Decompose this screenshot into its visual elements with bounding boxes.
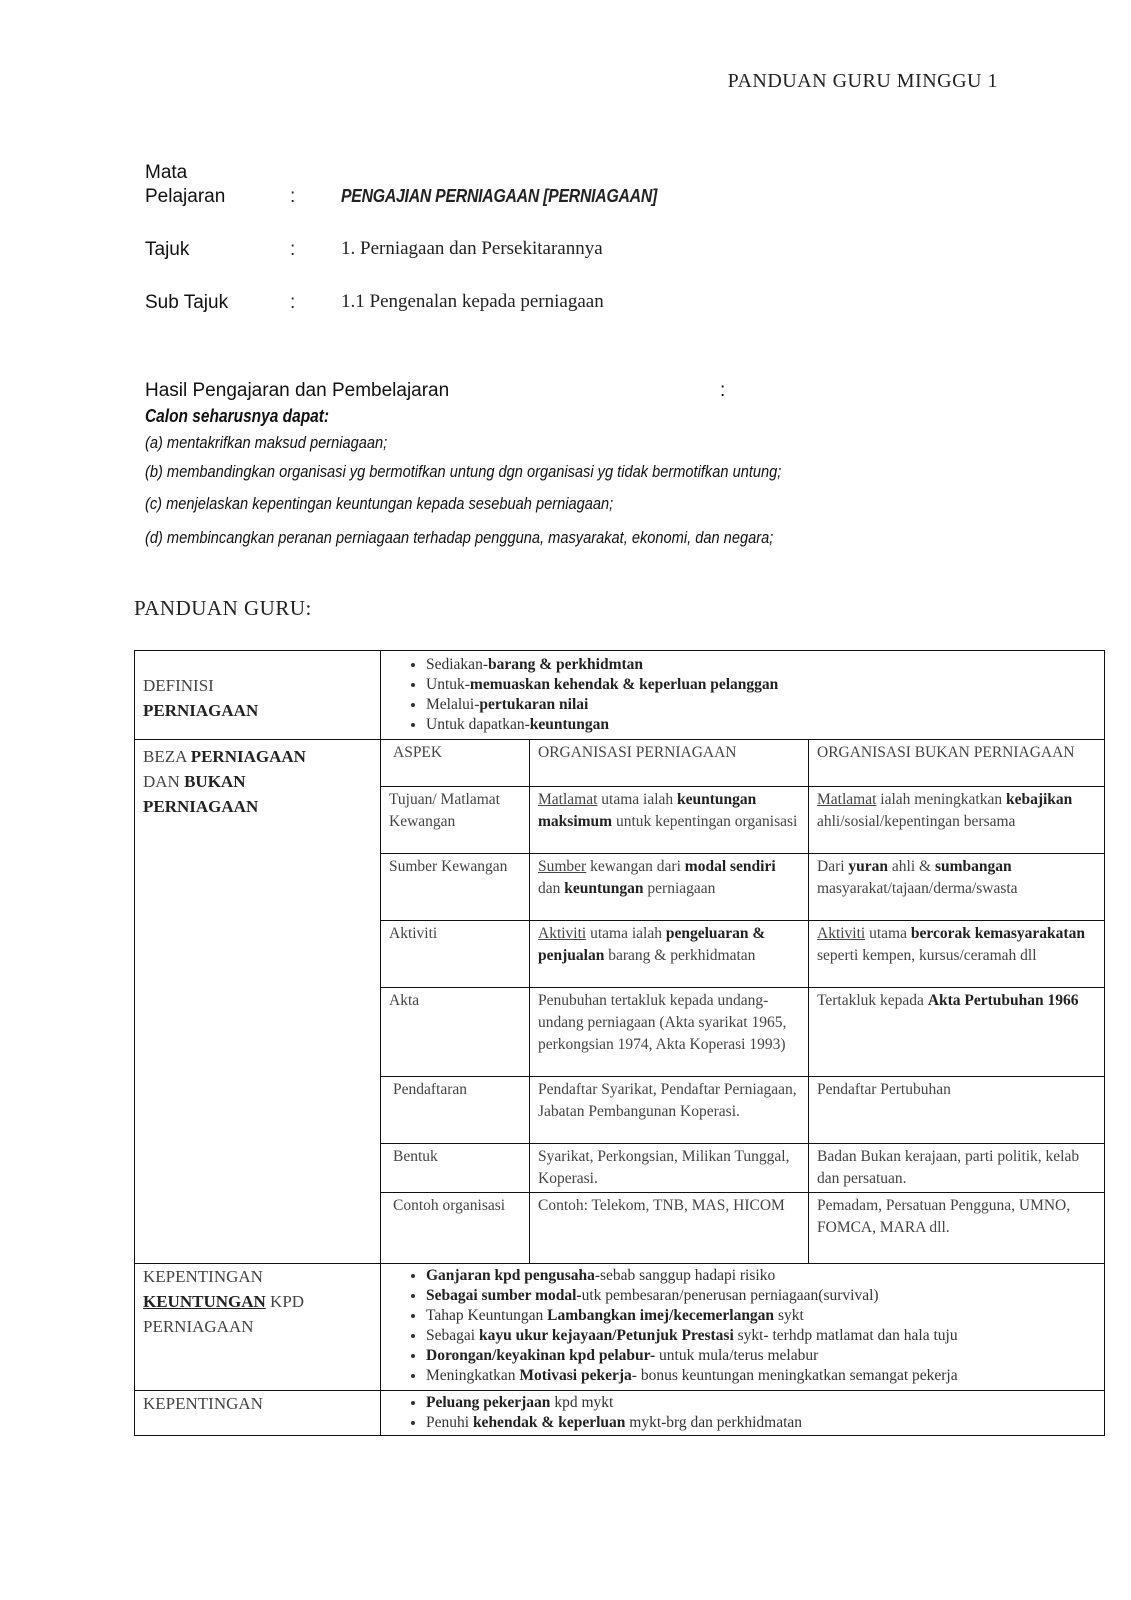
subtopic-label: Sub Tajuk <box>145 292 229 313</box>
aspect-cell: Sumber Kewangan <box>381 853 530 920</box>
compare-row <box>135 740 1105 1264</box>
role-label: KEPENTINGAN <box>135 1391 381 1436</box>
aspect-cell: Aktiviti <box>381 920 530 987</box>
list-item: • Sediakan-barang & perkhidmtan <box>426 655 1104 675</box>
table-row <box>381 987 1104 1076</box>
business-cell: Syarikat, Perkongsian, Milikan Tunggal, Koperasi. <box>530 1143 809 1192</box>
topic-label: Tajuk <box>145 239 190 260</box>
column-header-nonbusiness: ORGANISASI BUKAN PERNIAGAAN <box>809 740 1105 786</box>
subject-label-2: Pelajaran <box>145 186 226 207</box>
table-row <box>381 1076 1104 1143</box>
nonbusiness-cell: Pendaftar Pertubuhan <box>809 1076 1105 1143</box>
business-cell: Contoh: Telekom, TNB, MAS, HICOM <box>530 1192 809 1263</box>
subtopic-colon: : <box>290 292 296 313</box>
aspect-cell: Tujuan/ Matlamat Kewangan <box>381 786 530 853</box>
definition-list <box>381 655 1104 735</box>
nonbusiness-cell: Pemadam, Persatuan Pengguna, UMNO, FOMCA, MARA dll. <box>809 1192 1105 1263</box>
topic-colon: : <box>290 239 296 260</box>
profit-label: KEPENTINGAN KEUNTUNGAN KPD PERNIAGAAN <box>135 1264 381 1391</box>
business-cell: Sumber kewangan dari modal sendiri dan keuntungan perniagaan <box>530 853 809 920</box>
role-content <box>381 1391 1105 1436</box>
compare-content <box>381 740 1105 1264</box>
business-cell: Penubuhan tertakluk kepada undang-undang perniagaan (Akta syarikat 1965, perkongsian 1974, Akta Koperasi 1993) <box>530 987 809 1076</box>
guide-table <box>134 650 1105 1436</box>
list-item: • Melalui-pertukaran nilai <box>426 695 1104 715</box>
guide-title: PANDUAN GURU: <box>134 596 312 620</box>
list-item: • Sebagai kayu ukur kejayaan/Petunjuk Prestasi sykt- terhdp matlamat dan hala tuju <box>426 1326 1104 1346</box>
topic-value: 1. Perniagaan dan Persekitarannya <box>341 238 603 259</box>
outcome-item: (d) membincangkan peranan perniagaan terhadap pengguna, masyarakat, ekonomi, dan negara; <box>145 528 774 547</box>
nonbusiness-cell: Tertakluk kepada Akta Pertubuhan 1966 <box>809 987 1105 1076</box>
definition-row <box>135 651 1105 740</box>
business-cell: Pendaftar Syarikat, Pendaftar Perniagaan, Jabatan Pembangunan Koperasi. <box>530 1076 809 1143</box>
subject-colon: : <box>290 186 296 207</box>
list-item: • Sebagai sumber modal-utk pembesaran/penerusan perniagaan(survival) <box>426 1286 1104 1306</box>
column-header-aspect: ASPEK <box>381 740 530 786</box>
aspect-cell: Akta <box>381 987 530 1076</box>
list-item: • Meningkatkan Motivasi pekerja- bonus keuntungan meningkatkan semangat pekerja <box>426 1366 1104 1386</box>
page-header: PANDUAN GURU MINGGU 1 <box>727 70 998 92</box>
table-header-row <box>381 740 1104 786</box>
nonbusiness-cell: Aktiviti utama bercorak kemasyarakatan seperti kempen, kursus/ceramah dll <box>809 920 1105 987</box>
role-row <box>135 1391 1105 1436</box>
list-item: • Untuk dapatkan-keuntungan <box>426 715 1104 735</box>
definition-label-bold: PERNIAGAAN <box>143 701 259 720</box>
definition-label-line: DEFINISI <box>143 676 214 695</box>
aspect-cell: Contoh organisasi <box>381 1192 530 1263</box>
nonbusiness-cell: Badan Bukan kerajaan, parti politik, kelab dan persatuan. <box>809 1143 1105 1192</box>
subtopic-value: 1.1 Pengenalan kepada perniagaan <box>341 291 604 312</box>
nonbusiness-cell: Matlamat ialah meningkatkan kebajikan ahli/sosial/kepentingan bersama <box>809 786 1105 853</box>
column-header-business: ORGANISASI PERNIAGAAN <box>530 740 809 786</box>
nonbusiness-cell: Dari yuran ahli & sumbangan masyarakat/tajaan/derma/swasta <box>809 853 1105 920</box>
outcomes-heading-text: Hasil Pengajaran dan Pembelajaran <box>145 380 450 401</box>
subject-label-1: Mata <box>145 162 188 183</box>
list-item: • Peluang pekerjaan kpd mykt <box>426 1393 1104 1413</box>
business-cell: Aktiviti utama ialah pengeluaran & penjualan barang & perkhidmatan <box>530 920 809 987</box>
list-item: • Dorongan/keyakinan kpd pelabur- untuk mula/terus melabur <box>426 1346 1104 1366</box>
role-list <box>381 1393 1104 1433</box>
compare-label: BEZA PERNIAGAAN DAN BUKAN PERNIAGAAN <box>135 740 381 1264</box>
profit-row <box>135 1264 1105 1391</box>
definition-label <box>135 651 381 740</box>
outcome-item: (a) mentakrifkan maksud perniagaan; <box>145 433 388 452</box>
table-row <box>381 1192 1104 1263</box>
learning-outcomes <box>145 380 1005 548</box>
profit-list <box>381 1266 1104 1386</box>
table-row <box>381 1143 1104 1192</box>
compare-table <box>381 740 1104 1263</box>
subject-value: PENGAJIAN PERNIAGAAN [PERNIAGAAN] <box>341 186 658 206</box>
business-cell: Matlamat utama ialah keuntungan maksimum untuk kepentingan organisasi <box>530 786 809 853</box>
list-item: • Penuhi kehendak & keperluan mykt-brg dan perkhidmatan <box>426 1413 1104 1433</box>
list-item: • Ganjaran kpd pengusaha-sebab sanggup hadapi risiko <box>426 1266 1104 1286</box>
list-item: • Untuk-memuaskan kehendak & keperluan pelanggan <box>426 675 1104 695</box>
table-row <box>381 853 1104 920</box>
definition-content <box>381 651 1105 740</box>
list-item: • Tahap Keuntungan Lambangkan imej/kecemerlangan sykt <box>426 1306 1104 1326</box>
aspect-cell: Pendaftaran <box>381 1076 530 1143</box>
table-row <box>381 786 1104 853</box>
outcome-item: (c) menjelaskan kepentingan keuntungan kepada sesebuah perniagaan; <box>145 494 614 513</box>
outcomes-colon: : <box>720 380 726 401</box>
profit-content <box>381 1264 1105 1391</box>
outcomes-intro: Calon seharusnya dapat: <box>145 406 330 426</box>
outcomes-heading <box>145 380 1005 402</box>
table-row <box>381 920 1104 987</box>
outcome-item: (b) membandingkan organisasi yg bermotifkan untung dgn organisasi yg tidak bermotifkan untung; <box>145 462 782 481</box>
aspect-cell: Bentuk <box>381 1143 530 1192</box>
